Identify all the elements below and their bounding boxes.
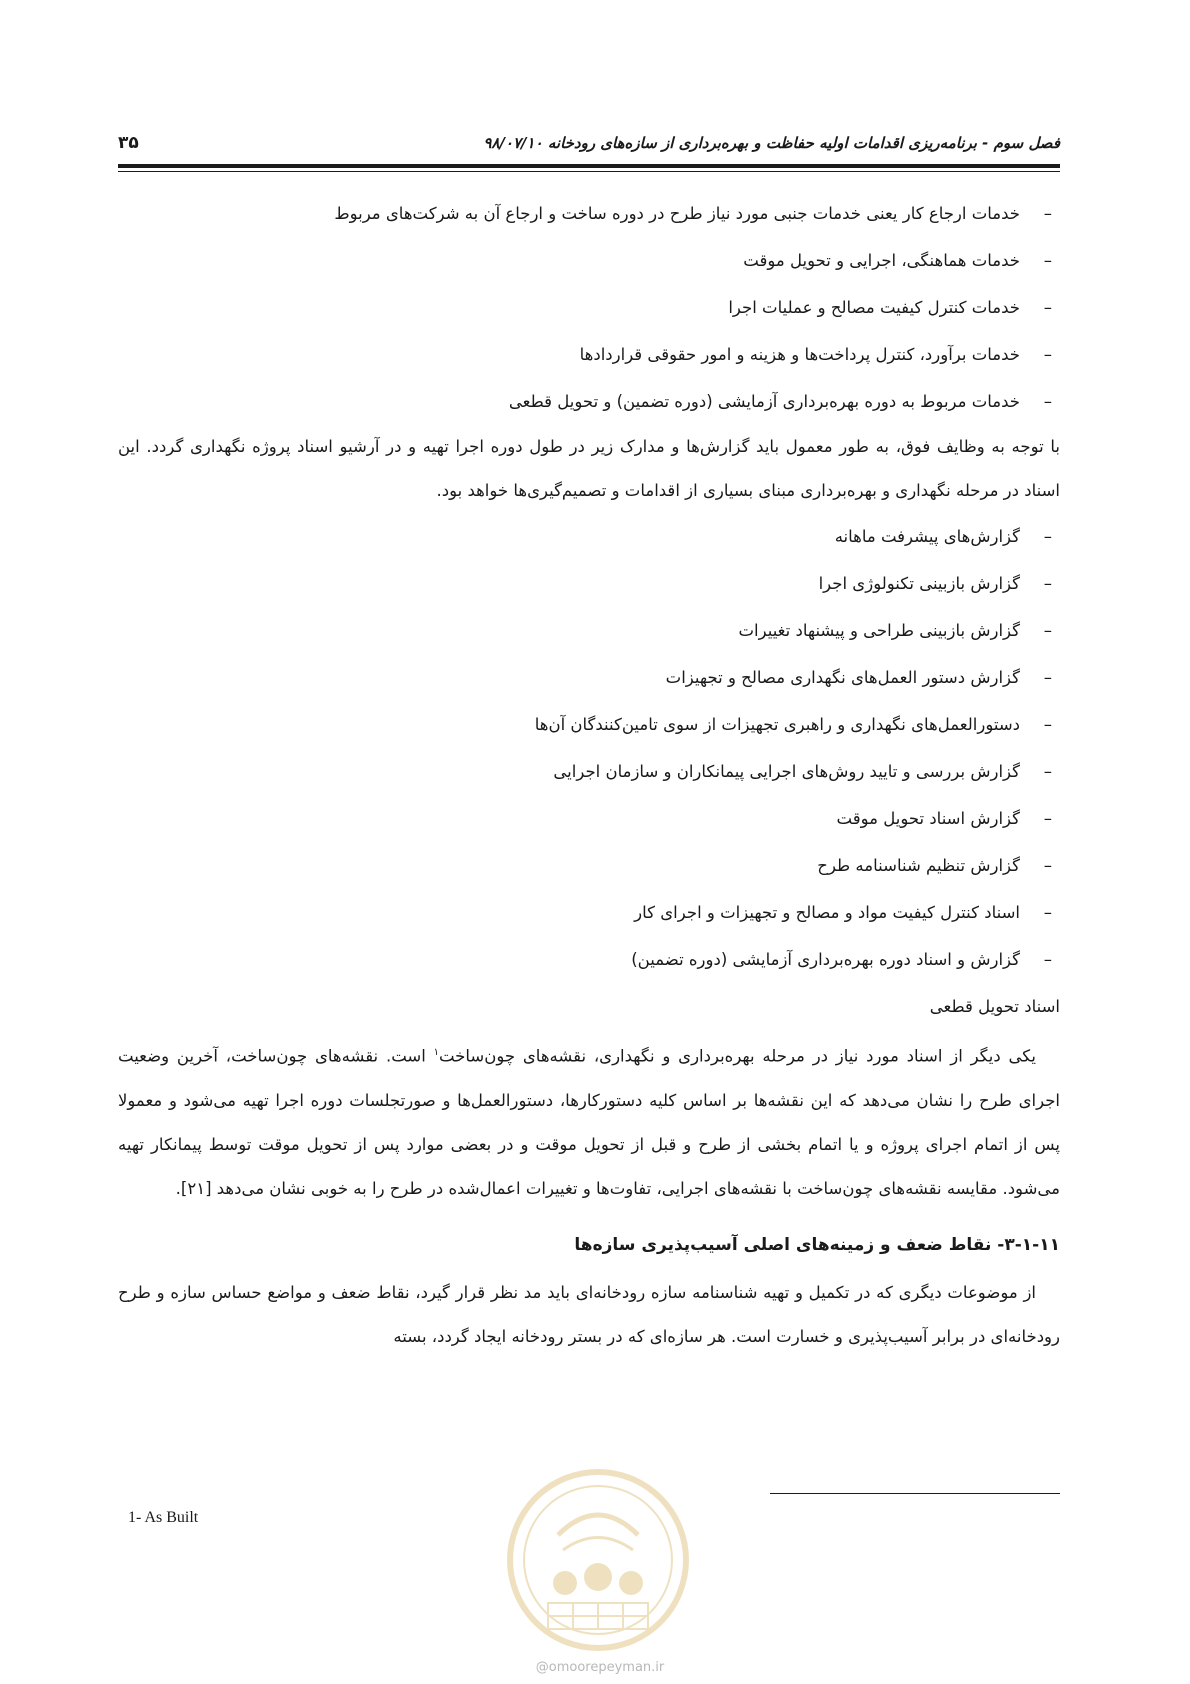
list-item: – خدمات ارجاع کار یعنی خدمات جنبی مورد نیاز طرح در دوره ساخت و ارجاع آن به شرکت‌های مربوط	[118, 190, 1060, 237]
bullet-dash: –	[1043, 345, 1052, 364]
bullet-dash: –	[1043, 950, 1052, 969]
paragraph-vulnerability: از موضوعات دیگری که در تکمیل و تهیه شناسنامه سازه رودخانه‌ای باید مد نظر قرار گیرد، نقاط ضعف و مواضع حساس سازه و طرح رودخانه‌ای در برابر آسیب‌پذیری و خسارت است. هر سازه‌ای که در بستر رودخانه ایجاد گردد، بسته	[118, 1282, 1060, 1346]
page-number: ۳۵	[118, 133, 139, 153]
list-item: – گزارش بررسی و تایید روش‌های اجرایی پیمانکاران و سازمان اجرایی	[118, 748, 1060, 795]
bullet-dash: –	[1043, 527, 1052, 546]
final-delivery-line: اسناد تحویل قطعی	[929, 997, 1060, 1016]
paragraph-as-built: یکی دیگر از اسناد مورد نیاز در مرحله بهره‌برداری و نگهداری، نقشه‌های چون‌ساخت$^۱$ است. نقشه‌های چون‌ساخت، آخرین وضعیت اجرای طرح را نشان می‌دهد که این نقشه‌ها بر اساس کلیه دستورکارها، دستورالعمل‌ها و صورتجلسات دوره اجرا تهیه می‌شود و معمولا پس از اتمام اجرای پروژه و یا اتمام بخشی از طرح و قبل از تحویل موقت و در بعضی موارد پس از تحویل موقت توسط پیمانکار تهیه می‌شود. مقایسه نقشه‌های چون‌ساخت با نقشه‌های اجرایی، تفاوت‌ها و تغییرات اعمال‌شده در طرح را به خوبی نشان می‌دهد [۲۱].	[118, 1046, 1060, 1198]
services-list	[118, 190, 1060, 425]
list-item: – دستورالعمل‌های نگهداری و راهبری تجهیزات از سوی تامین‌کنندگان آن‌ها	[118, 701, 1060, 748]
bullet-dash: –	[1043, 392, 1052, 411]
bullet-dash: –	[1043, 621, 1052, 640]
bullet-dash: –	[1043, 204, 1052, 223]
list-item: – اسناد کنترل کیفیت مواد و مصالح و تجهیزات و اجرای کار	[118, 889, 1060, 936]
bullet-dash: –	[1043, 715, 1052, 734]
bullet-dash: –	[1043, 903, 1052, 922]
list-item: – خدمات مربوط به دوره بهره‌برداری آزمایشی (دوره تضمین) و تحویل قطعی	[118, 378, 1060, 425]
bullet-dash: –	[1043, 298, 1052, 317]
header-rule-thin	[118, 171, 1060, 172]
list-item: – خدمات هماهنگی، اجرایی و تحویل موقت	[118, 237, 1060, 284]
header-title: فصل سوم - برنامه‌ریزی اقدامات اولیه حفاظت و بهره‌برداری از سازه‌های رودخانه ۹۸/۰۷/۱۰	[483, 134, 1060, 152]
section-heading: ۳-۱-۱۱- نقاط ضعف و زمینه‌های اصلی آسیب‌پذیری سازه‌ها	[574, 1234, 1060, 1255]
footnote: 1- As Built	[128, 1509, 199, 1526]
watermark-logo-icon	[503, 1465, 693, 1655]
watermark-url: @omoorepeyman.ir	[535, 1660, 665, 1675]
page-header	[118, 126, 1060, 160]
bullet-dash: –	[1043, 668, 1052, 687]
header-rule-thick	[118, 164, 1060, 168]
paragraph-documents-intro: با توجه به وظایف فوق، به طور معمول باید گزارش‌ها و مدارک زیر در طول دوره اجرا تهیه و در آرشیو اسناد پروژه نگهداری گردد. این اسناد در مرحله نگهداری و بهره‌برداری مبنای بسیاری از اقدامات و تصمیم‌گیری‌ها خواهد بود.	[118, 437, 1060, 500]
bullet-dash: –	[1043, 856, 1052, 875]
page-body	[118, 190, 1060, 1359]
list-item: – گزارش‌های پیشرفت ماهانه	[118, 513, 1060, 560]
bullet-dash: –	[1043, 574, 1052, 593]
list-item: – خدمات برآورد، کنترل پرداخت‌ها و هزینه و امور حقوقی قراردادها	[118, 331, 1060, 378]
bullet-dash: –	[1043, 251, 1052, 270]
reports-list	[118, 513, 1060, 983]
list-item: – گزارش تنظیم شناسنامه طرح	[118, 842, 1060, 889]
list-item: – گزارش و اسناد دوره بهره‌برداری آزمایشی (دوره تضمین)	[118, 936, 1060, 983]
list-item: – گزارش بازبینی طراحی و پیشنهاد تغییرات	[118, 607, 1060, 654]
footnote-marker: ۱	[433, 1047, 439, 1058]
bullet-dash: –	[1043, 762, 1052, 781]
list-item: – خدمات کنترل کیفیت مصالح و عملیات اجرا	[118, 284, 1060, 331]
bullet-dash: –	[1043, 809, 1052, 828]
footnote-divider	[770, 1493, 1060, 1494]
list-item: – گزارش دستور العمل‌های نگهداری مصالح و تجهیزات	[118, 654, 1060, 701]
list-item: – گزارش بازبینی تکنولوژی اجرا	[118, 560, 1060, 607]
list-item: – گزارش اسناد تحویل موقت	[118, 795, 1060, 842]
